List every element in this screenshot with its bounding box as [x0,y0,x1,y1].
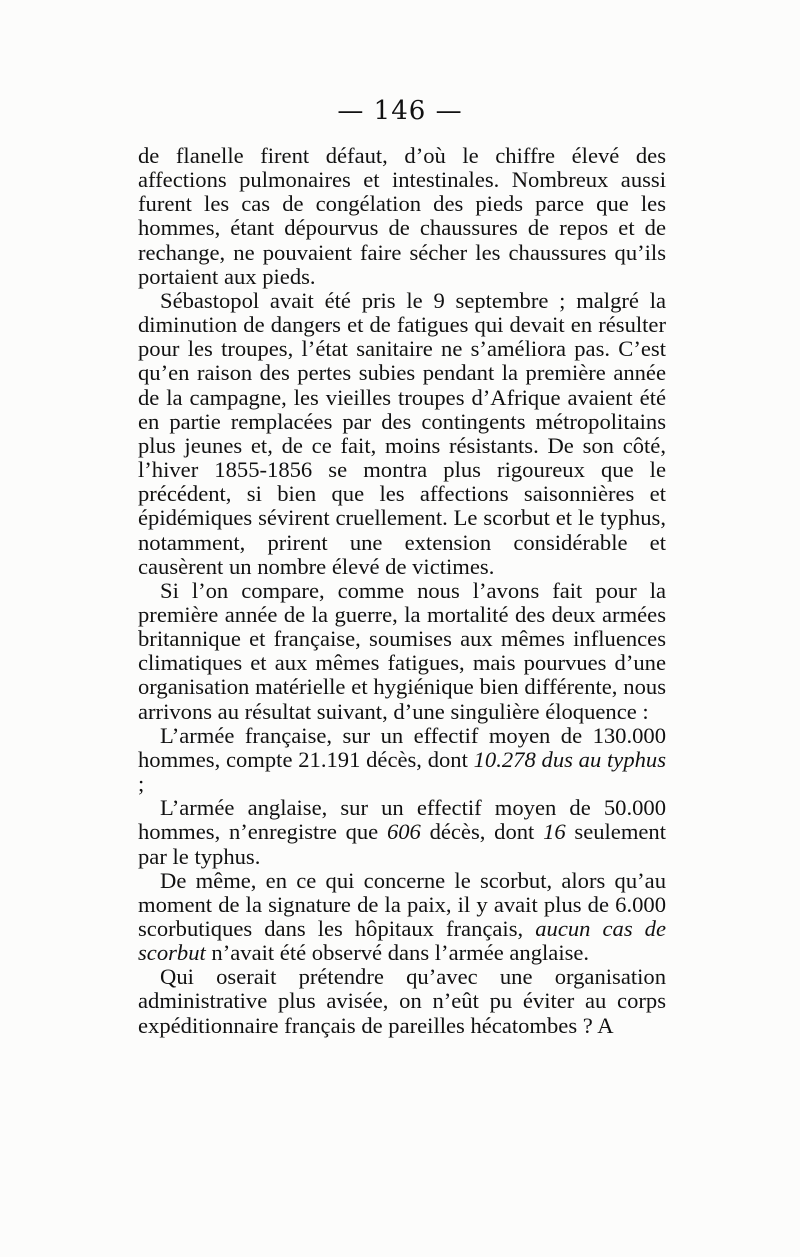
paragraph-2 [138,289,666,579]
paragraph-5 [138,796,666,868]
text-run: De même, en ce qui concerne le scorbut, alors qu’au moment de la signature de la paix, il y avait plus de 6.000 scorbutiques dans les hôpitaux français, [138,867,666,941]
paragraph-4 [138,724,666,796]
text-run: ; [138,771,145,797]
italic-text: aucun cas de scorbut [138,916,666,966]
text-run: de flanelle firent défaut, d’où le chiffre élevé des affections pulmonaires et intestinales. Nombreux aussi furent les cas de congélation des pieds parce que les hommes, étant dépourvus de chaussures de repos et de rechange, ne pouvaient faire sécher les chaussures qu’ils portaient aux pieds. [138,143,666,289]
italic-text: 16 [543,819,566,845]
paragraph-6 [138,869,666,966]
paragraph-3 [138,579,666,724]
text-run: seulement par le typhus. [138,819,666,869]
text-run: Sébastopol avait été pris le 9 septembre ; malgré la diminution de dangers et de fatigues qui devait en résulter pour les troupes, l’état sanitaire ne s’améliora pas. C’est qu’en raison des pertes subies pendant la première année de la campagne, les vieilles troupes d’Afrique avaient été en partie remplacées par des contingents métropolitains plus jeunes et, de ce fait, moins résistants. De son côté, l’hiver 1855-1856 se montra plus rigoureux que le précédent, si bien que les affections saisonnières et épidémiques sévirent cruellement. Le scorbut et le typhus, notamment, prirent une extension considérable et causèrent un nombre élevé de victimes. [138,287,666,579]
text-run: L’armée anglaise, sur un effectif moyen de 50.000 hommes, n’enregistre que [138,795,666,845]
text-run: Si l’on compare, comme nous l’avons fait pour la première année de la guerre, la mortalité des deux armées britannique et française, soumises aux mêmes influences climatiques et aux mêmes fatigues, mais pourvues d’une organisation matérielle et hygiénique bien différente, nous arrivons au résultat suivant, d’une singulière éloquence : [138,577,666,724]
paragraph-7 [138,965,666,1037]
text-run: L’armée française, sur un effectif moyen de 130.000 hommes, compte 21.191 décès, dont [138,722,666,772]
page-number: — 146 — [337,96,463,126]
italic-text: 10.278 dus au typhus [473,746,666,772]
text-run: décès, dont [420,819,544,845]
text-run: n’avait été observé dans l’armée anglaise. [205,940,590,966]
italic-text: 606 [386,819,421,845]
paragraph-1 [138,144,666,289]
body-text [138,144,666,1038]
text-run: Qui oserait prétendre qu’avec une organisation administrative plus avisée, on n’eût pu éviter au corps expéditionnaire français de pareilles hécatombes ? A [138,964,666,1038]
